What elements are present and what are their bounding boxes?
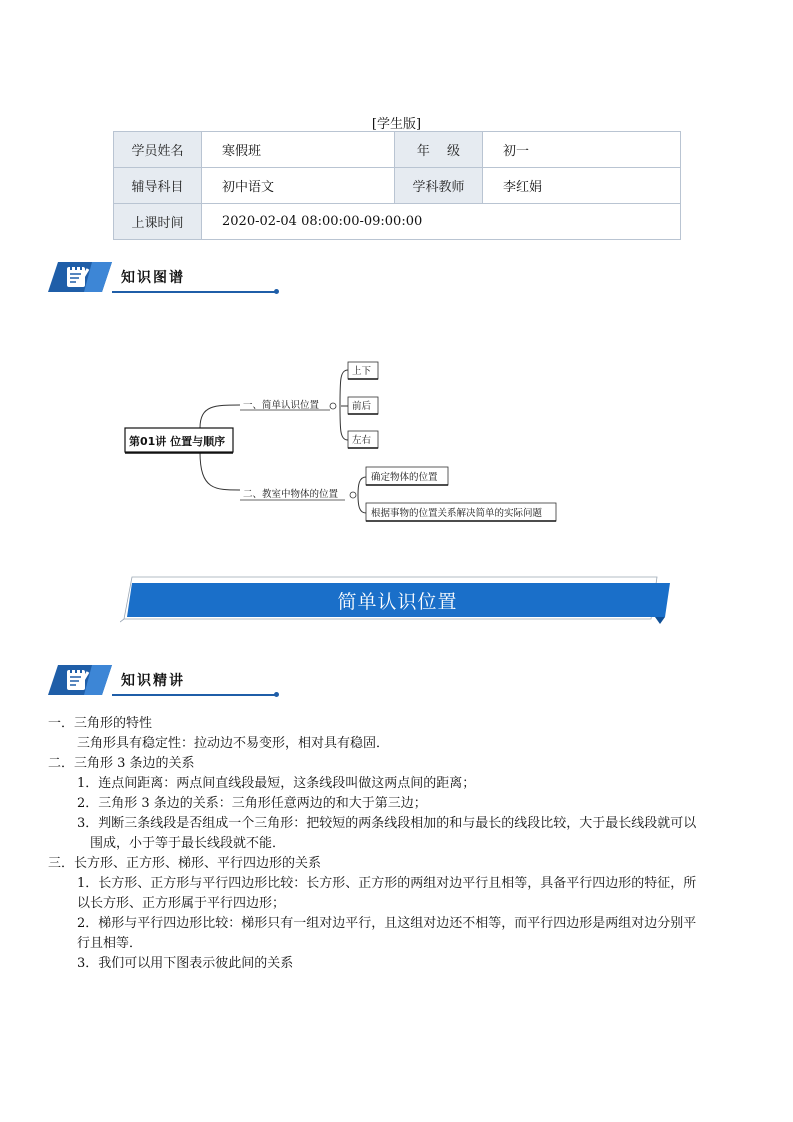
label-teacher: 学科教师 [395,168,483,204]
mind-map [115,350,575,535]
version-label: [学生版] [371,117,422,132]
value-grade: 初一 [483,132,681,168]
mind-map-leaf-leftright: 左右 [352,435,372,446]
paragraph-line: 2．梯形与平行四边形比较：梯形只有一组对边平行，且这组对边还不相等，而平行四边形是两组对边分别平 [77,916,697,931]
mind-map-root: 第01讲 位置与顺序 [129,435,226,448]
paragraph-line: 以长方形、正方形属于平行四边形； [77,896,286,911]
label-student-name: 学员姓名 [114,132,202,168]
heading-triangle-sides: 二．三角形 3 条边的关系 [48,756,195,771]
mind-map-leaf-updown: 上下 [352,366,372,377]
table-row [114,168,681,204]
notepad-icon [48,262,114,292]
value-student-name: 寒假班 [202,132,395,168]
value-class-time: 2020-02-04 08:00:00-09:00:00 [202,204,681,240]
paragraph-line: 2．三角形 3 条边的关系：三角形任意两边的和大于第三边； [77,796,427,811]
paragraph-line: 三角形具有稳定性：拉动边不易变形，相对具有稳固． [77,736,390,751]
section-underline-dot [274,692,279,697]
mind-map-branch-2: 二、教室中物体的位置 [243,489,339,500]
value-subject: 初中语文 [202,168,395,204]
heading-quadrilaterals: 三．长方形、正方形、梯形、平行四边形的关系 [48,856,322,871]
section-underline [112,291,276,293]
section-underline-dot [274,289,279,294]
banner-title: 简单认识位置 [337,591,458,613]
paragraph-line: 3．判断三条线段是否组成一个三角形：把较短的两条线段相加的和与最长的线段比较，大于最长线段就可以 [77,816,697,831]
paragraph-line: 1．长方形、正方形与平行四边形比较：长方形、正方形的两组对边平行且相等，具备平行四边形的特征，所 [77,876,697,891]
mind-map-branch-1: 一、简单认识位置 [243,400,320,411]
section-title: 知识精讲 [121,673,185,689]
student-info-table [113,131,681,240]
topic-banner [120,575,675,627]
mind-map-leaf-frontback: 前后 [352,401,372,412]
paragraph-line: 3．我们可以用下图表示彼此间的关系 [77,956,294,971]
mind-map-leaf-locate: 确定物体的位置 [371,472,438,483]
section-underline [112,694,276,696]
knowledge-content [48,714,753,974]
paragraph-line: 1．连点间距离：两点间直线段最短，这条线段叫做这两点间的距离； [77,776,476,791]
label-grade: 年 级 [395,132,483,168]
notepad-icon [48,665,114,695]
table-row [114,132,681,168]
table-row [114,204,681,240]
paragraph-line: 行且相等． [77,936,143,951]
section-header-knowledge-map [48,262,233,294]
section-header-knowledge-detail [48,665,233,697]
section-title: 知识图谱 [121,270,185,286]
paragraph-line: 围成，小于等于最长线段就不能． [90,836,286,851]
label-subject: 辅导科目 [114,168,202,204]
mind-map-leaf-solve: 根据事物的位置关系解决简单的实际问题 [371,508,543,519]
heading-triangle-properties: 一．三角形的特性 [48,716,153,731]
label-class-time: 上课时间 [114,204,202,240]
value-teacher: 李红娟 [483,168,681,204]
